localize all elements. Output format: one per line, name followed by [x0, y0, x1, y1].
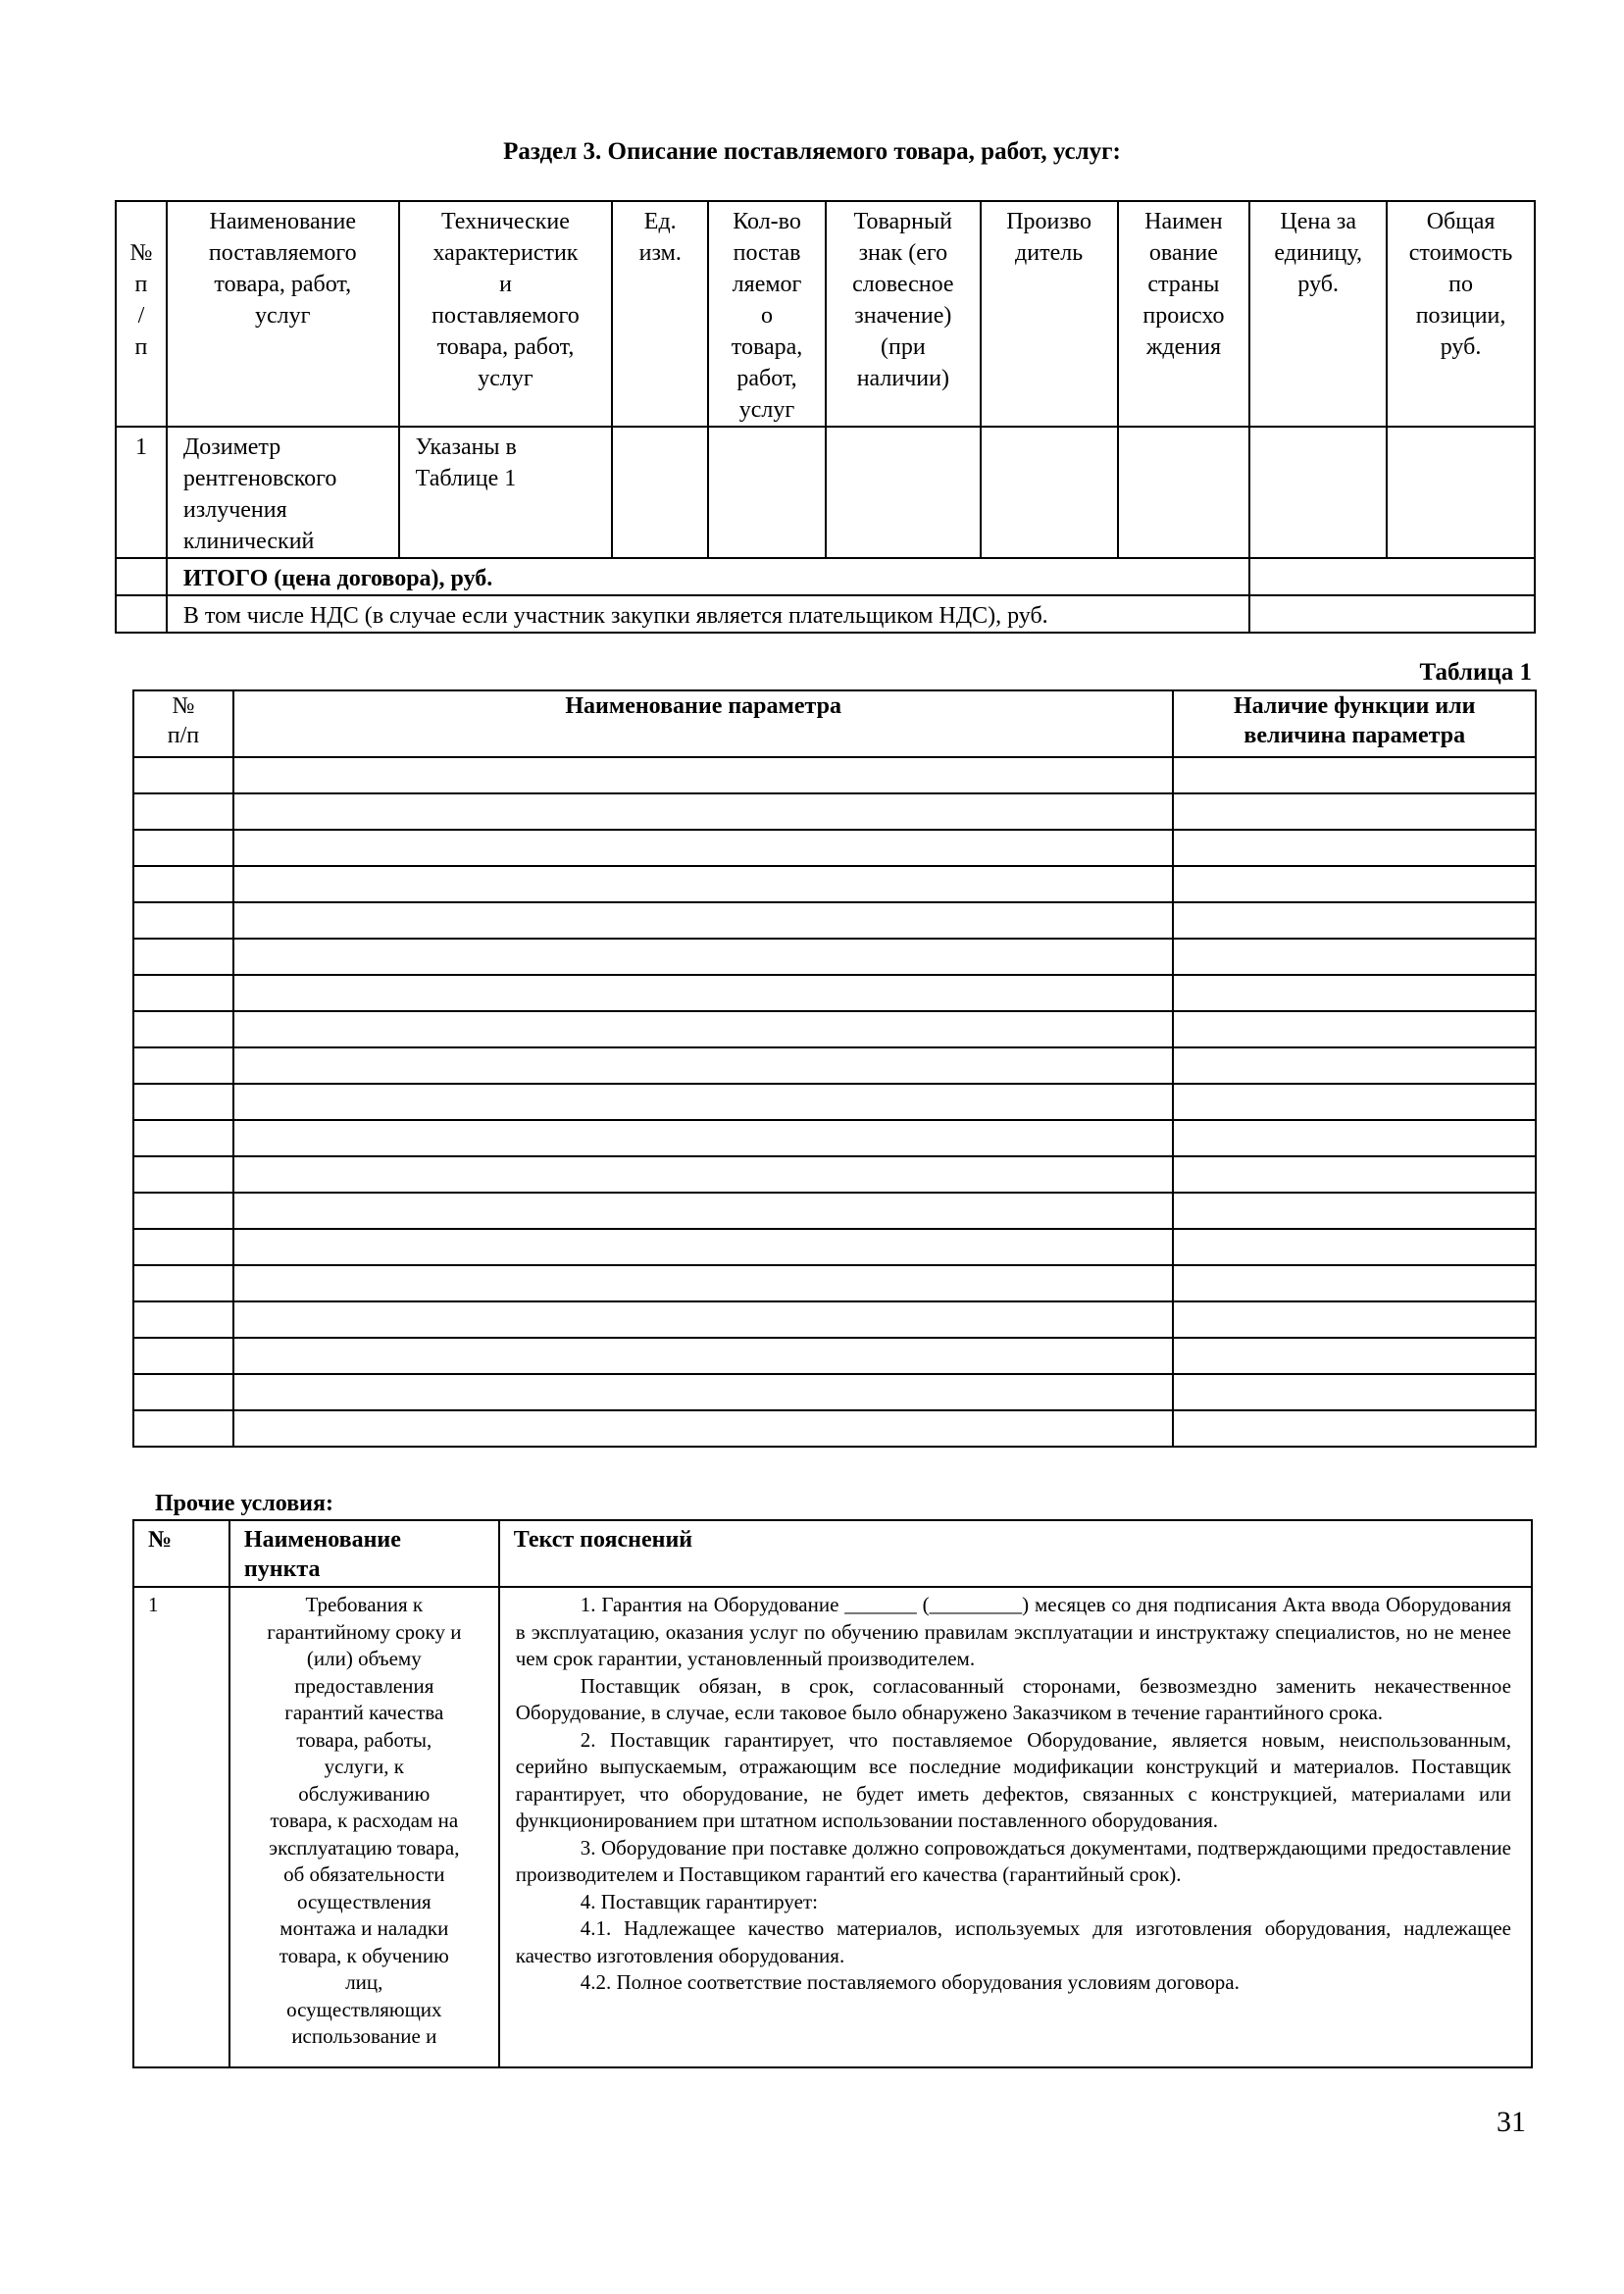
parameter-row: [133, 975, 1536, 1011]
item-unit-price-cell: [1249, 427, 1387, 558]
page-number: 31: [1497, 2106, 1526, 2138]
parameter-row: [133, 1229, 1536, 1265]
param-header-name: Наименование параметра: [233, 690, 1174, 757]
parameter-row: [133, 1410, 1536, 1447]
header-name: Наименование поставляемого товара, работ, услуг: [167, 201, 399, 427]
header-country: Наимен ование страны происхо ждения: [1118, 201, 1250, 427]
goods-header-row: [116, 201, 1535, 427]
parameters-header-row: [133, 690, 1536, 757]
header-trademark: Товарный знак (его словесное значение) (при наличии): [826, 201, 981, 427]
cond-paragraph: 3. Оборудование при поставке должно сопровождаться документами, подтверждающими предоставление производителем и Поставщиком гарантий его качества (гарантийный срок).: [515, 1835, 1511, 1886]
item-manufacturer-cell: [981, 427, 1118, 558]
conditions-row: [133, 1587, 1532, 2067]
param-header-num: № п/п: [133, 690, 233, 757]
parameter-row: [133, 1047, 1536, 1084]
item-total-cost-cell: [1387, 427, 1535, 558]
cond-paragraph: Поставщик обязан, в срок, согласованный сторонами, безвозмездно заменить некачественное Оборудование, в случае, если таковое было обнаружено Заказчиком в течение гарантийного срока.: [515, 1673, 1511, 1724]
total-row: [116, 558, 1535, 595]
header-manufacturer: Произво дитель: [981, 201, 1118, 427]
parameter-row: [133, 1084, 1536, 1120]
total-value-cell: [1249, 558, 1535, 595]
parameter-row: [133, 793, 1536, 830]
vat-value-cell: [1249, 595, 1535, 633]
parameter-row: [133, 1011, 1536, 1047]
parameter-row: [133, 1265, 1536, 1301]
cond-row-text: [499, 1587, 1532, 2067]
parameters-table: [132, 689, 1537, 1448]
cond-row-num: 1: [133, 1587, 229, 2067]
cond-row-name: Требования к гарантийному сроку и (или) объему предоставления гарантий качества товара, работы, услуги, к обслуживанию товара, к расходам на эксплуатацию товара, об обязательности осуществления монтажа и наладки товара, к обучению лиц, осуществляющих использование и: [229, 1587, 499, 2067]
header-specs: Технические характеристик и поставляемого товара, работ, услуг: [399, 201, 613, 427]
item-qty-cell: [708, 427, 826, 558]
vat-row: [116, 595, 1535, 633]
parameter-row: [133, 1156, 1536, 1193]
header-total-cost: Общая стоимость по позиции, руб.: [1387, 201, 1535, 427]
vat-label: В том числе НДС (в случае если участник закупки является плательщиком НДС), руб.: [167, 595, 1249, 633]
parameter-row: [133, 830, 1536, 866]
other-conditions-title: Прочие условия:: [155, 1491, 333, 1516]
item-num: 1: [116, 427, 167, 558]
other-conditions-table: [132, 1519, 1533, 2068]
item-trademark-cell: [826, 427, 981, 558]
cond-paragraph: 2. Поставщик гарантирует, что поставляемое Оборудование, является новым, неиспользованным, серийно выпускаемым, отражающим все последние модификации конструкций и материалов. Поставщик гарантирует, что оборудование, не будет иметь дефектов, связанных с конструкцией, материалами или функционированием при штатном использовании поставленного оборудования.: [515, 1727, 1511, 1832]
parameter-row: [133, 902, 1536, 939]
goods-table: [115, 200, 1536, 634]
cond-paragraph: 4.2. Полное соответствие поставляемого оборудования условиям договора.: [580, 1970, 1240, 1994]
parameter-row: [133, 1120, 1536, 1156]
header-num: № п / п: [116, 201, 167, 427]
section-title: Раздел 3. Описание поставляемого товара, работ, услуг:: [503, 138, 1121, 165]
header-unit: Ед. изм.: [612, 201, 708, 427]
parameter-row: [133, 757, 1536, 793]
cond-paragraph: 4.1. Надлежащее качество материалов, используемых для изготовления оборудования, надлежащее качество изготовления оборудования.: [515, 1916, 1511, 1967]
item-name: Дозиметр рентгеновского излучения клинический: [167, 427, 399, 558]
total-label: ИТОГО (цена договора), руб.: [167, 558, 1249, 595]
cond-header-text: Текст пояснений: [499, 1520, 1532, 1587]
header-qty: Кол-во постав ляемог о товара, работ, услуг: [708, 201, 826, 427]
parameter-row: [133, 1193, 1536, 1229]
parameter-row: [133, 1338, 1536, 1374]
parameter-row: [133, 939, 1536, 975]
parameter-row: [133, 1301, 1536, 1338]
item-country-cell: [1118, 427, 1250, 558]
cond-header-num: №: [133, 1520, 229, 1587]
header-unit-price: Цена за единицу, руб.: [1249, 201, 1387, 427]
parameter-row: [133, 866, 1536, 902]
conditions-header-row: [133, 1520, 1532, 1587]
cond-paragraph: 4. Поставщик гарантирует:: [580, 1889, 818, 1913]
item-specs: Указаны в Таблице 1: [399, 427, 613, 558]
cond-paragraph: 1. Гарантия на Оборудование _______ (_________) месяцев со дня подписания Акта ввода Оборудования в эксплуатацию, оказания услуг по обучению правилам эксплуатации и инструктажу специалистов, но не менее чем срок гарантии, установленный производителем.: [515, 1593, 1511, 1670]
goods-item-row: [116, 427, 1535, 558]
table1-caption: Таблица 1: [1419, 659, 1532, 686]
item-unit-cell: [612, 427, 708, 558]
cond-header-name: Наименование пункта: [229, 1520, 499, 1587]
param-header-value: Наличие функции или величина параметра: [1173, 690, 1536, 757]
parameter-row: [133, 1374, 1536, 1410]
